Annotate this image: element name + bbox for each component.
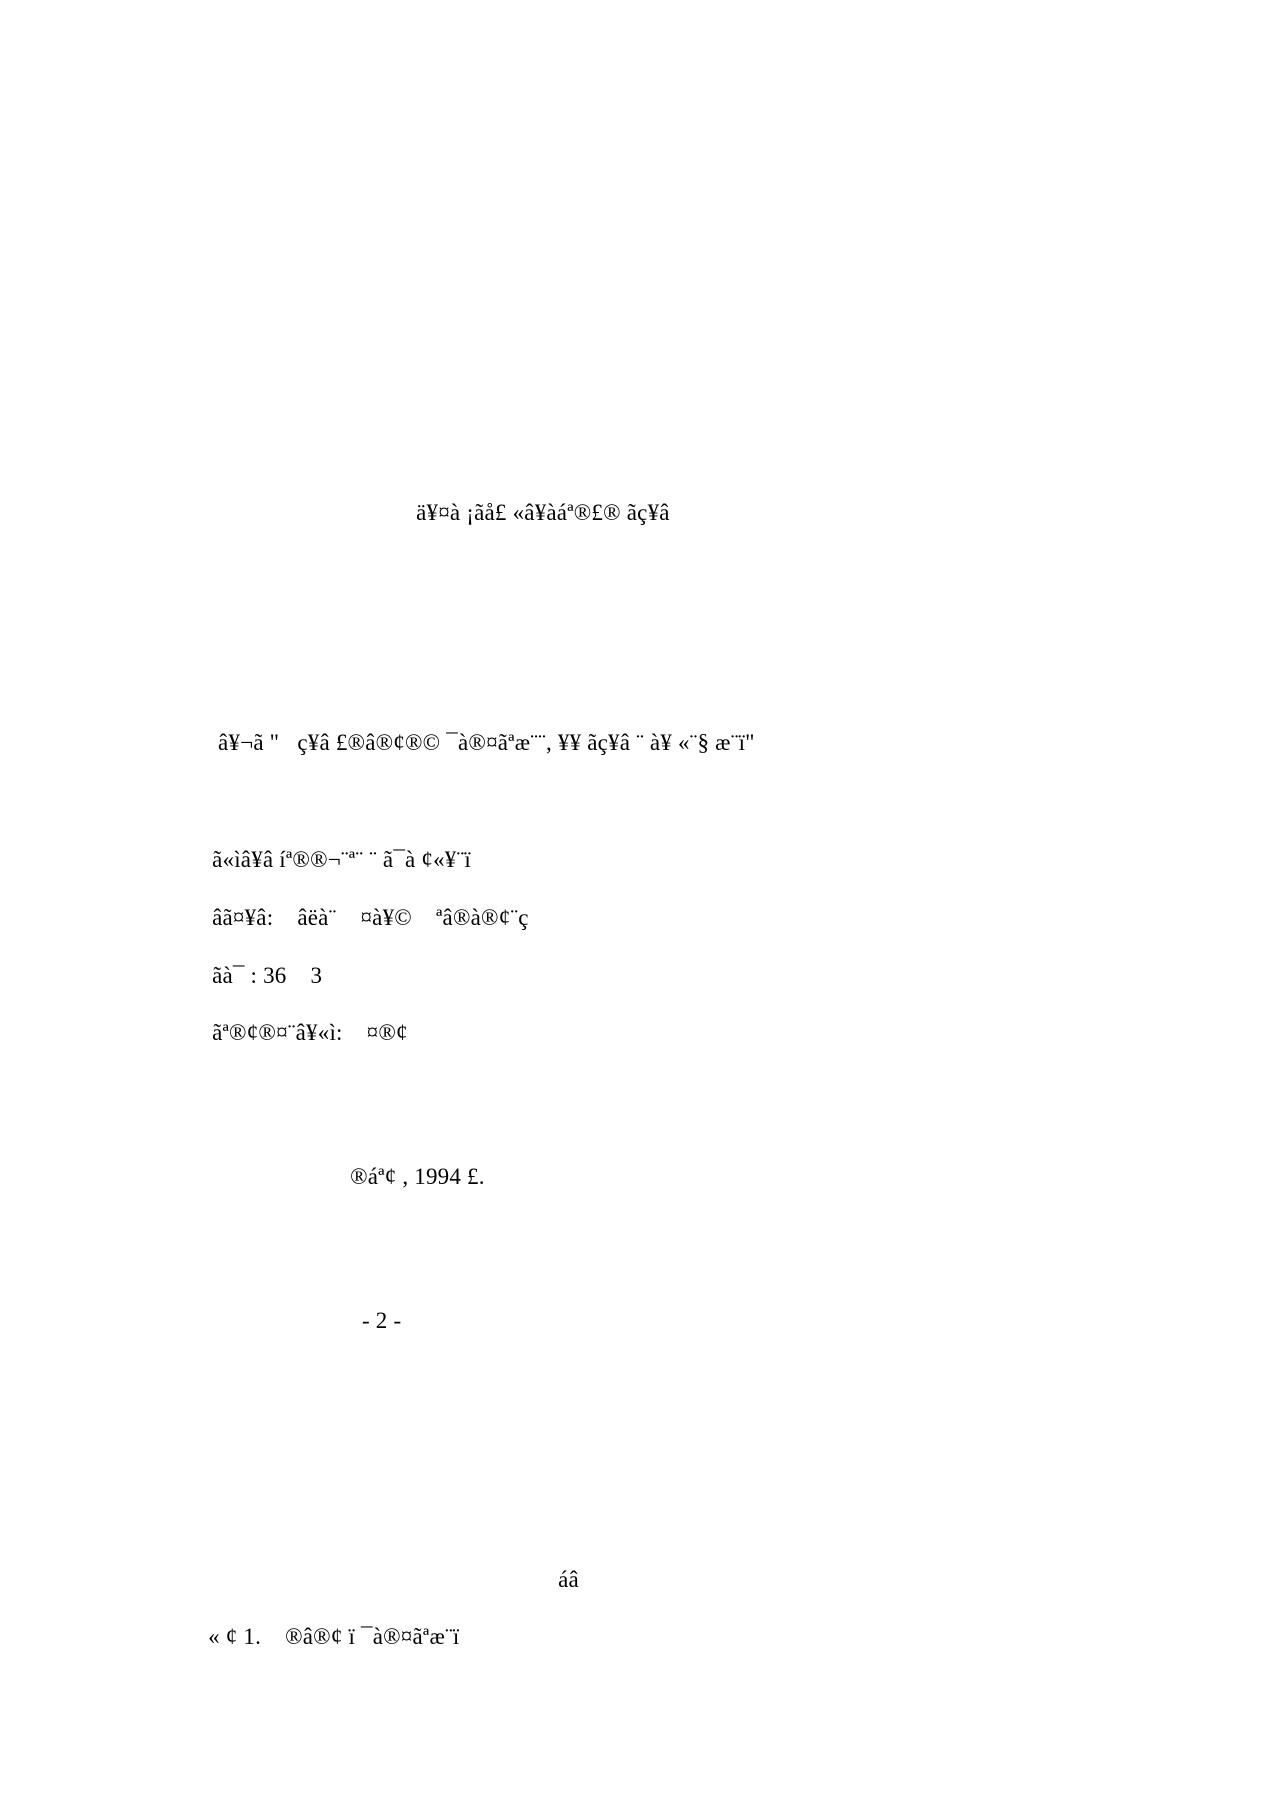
page-number: - 2 - bbox=[362, 1308, 402, 1333]
header-line-3: 󰀀󰀀󰀀󰀀󰀀 󰀀󰀀󰀀󰀀󰀀󰀀󰀀󰀀󰀀󰀀󰀀󰀀󰀀󰀀󰀀󰀀 󰀀󰀀󰀀󰀀󰀀󰀀󰀀󰀀󰀀󰀀󰀀󰀀󰀀 bbox=[286, 410, 951, 436]
page-column-label: 󰀀áâ bbox=[540, 1567, 579, 1592]
contents-title: 󰀀󰀀󰀀󰀀󰀀󰀀󰀀󰀀󰀀󰀀󰀀 bbox=[350, 1507, 561, 1533]
city-year: 󰀀®áª¢ , 1994 £. bbox=[332, 1164, 485, 1189]
detail-line-student: 󰀀âã¤¥â: 󰀀âëà¨ 󰀀¤à¥© 󰀀ªâ®à®¢¨ç bbox=[194, 905, 529, 930]
report-subheader: 󰀀ä¥¤à ¡ãå£ «â¥àáª®£® ãç¥â bbox=[398, 500, 670, 525]
detail-line-supervisor: 󰀀ãª®¢®¤¨â¥«ì: 󰀀¤®¢ 󰀀󰀀 bbox=[194, 1020, 450, 1045]
intro-line: 󰀀 â¥¬ã "󰀀ç¥â £®â®¢®© ¯à®¤ãªæ¨¨, ¥¥ ãç¥â ¨ à¥ «¨§ æ¨ï" bbox=[194, 730, 755, 755]
header-line-1: 󰀀󰀀󰀀󰀀󰀀󰀀󰀀󰀀󰀀󰀀󰀀󰀀 󰀀󰀀󰀀󰀀󰀀󰀀󰀀 󰀀󰀀󰀀󰀀󰀀󰀀󰀀󰀀󰀀󰀀󰀀󰀀 bbox=[292, 294, 900, 320]
detail-line-faculty: 󰀀ã«ìâ¥â íª®®¬¨ª¨ ¨ ã¯à ¢«¥¨ï bbox=[194, 847, 471, 872]
toc-entry: 󰀀« ¢ 1. 󰀀®â®¢ ï ¯à®¤ãªæ¨ï bbox=[190, 1624, 460, 1649]
detail-line-group: 󰀀ãà¯ : 36 󰀀3 bbox=[194, 963, 323, 988]
section-title: 󰀀󰀀󰀀󰀀󰀀󰀀󰀀󰀀󰀀󰀀 󰀀󰀀󰀀󰀀󰀀󰀀󰀀 bbox=[332, 672, 665, 698]
header-line-2: 󰀀󰀀󰀀󰀀󰀀󰀀󰀀󰀀 󰀀󰀀󰀀󰀀󰀀󰀀󰀀󰀀󰀀󰀀󰀀󰀀󰀀 bbox=[326, 352, 736, 378]
